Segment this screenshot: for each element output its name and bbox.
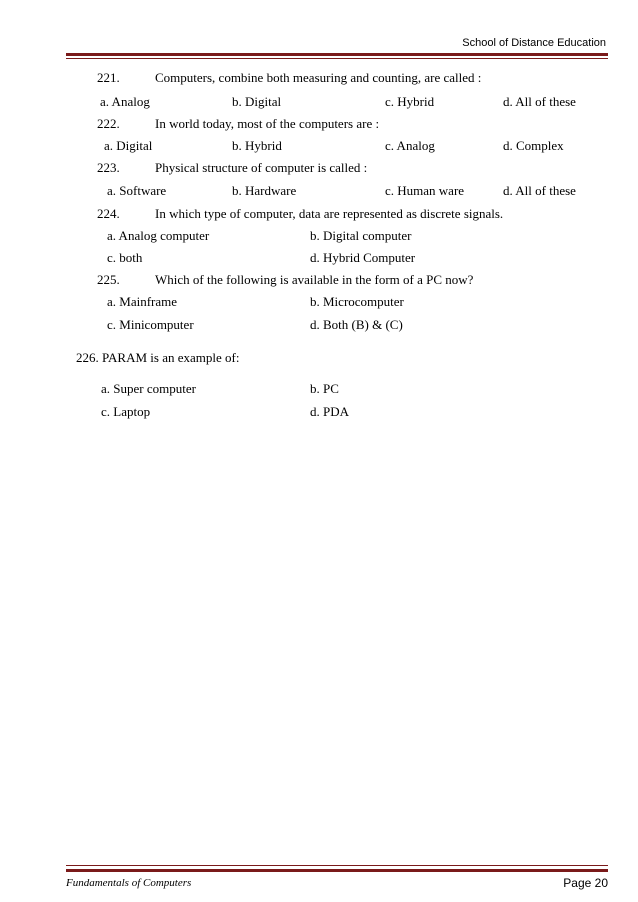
option-b: b. Digital computer — [310, 228, 412, 243]
option-c: c. Minicomputer — [107, 317, 194, 332]
question-number: 223. — [97, 160, 120, 175]
option-b: b. Microcomputer — [310, 294, 404, 309]
option-b: b. Digital — [232, 94, 282, 109]
option-d: d. All of these — [503, 94, 576, 109]
question-number: 225. — [97, 272, 120, 287]
option-b: b. PC — [310, 381, 339, 396]
option-a: a. Mainframe — [107, 294, 178, 309]
option-d: d. All of these — [503, 183, 576, 198]
question-number: 222. — [97, 116, 120, 131]
option-a: a. Analog computer — [107, 228, 210, 243]
option-d: d. Complex — [503, 138, 564, 153]
header-rule-thin — [66, 58, 608, 59]
option-a: a. Analog — [100, 94, 150, 109]
question-text: In world today, most of the computers are : — [155, 116, 380, 131]
option-b: b. Hybrid — [232, 138, 282, 153]
question-text: Physical structure of computer is called : — [155, 160, 368, 175]
footer-rule-thin — [66, 865, 608, 866]
option-b: b. Hardware — [232, 183, 297, 198]
question-number: 221. — [97, 70, 120, 85]
option-c: c. Analog — [385, 138, 435, 153]
option-c: c. Laptop — [101, 404, 151, 419]
option-a: a. Software — [107, 183, 167, 198]
footer-rule — [66, 869, 608, 872]
option-a: a. Super computer — [101, 381, 196, 396]
option-c: c. Hybrid — [385, 94, 435, 109]
question-line — [76, 350, 239, 366]
option-c: c. both — [107, 250, 143, 265]
option-c: c. Human ware — [385, 183, 465, 198]
question-text: PARAM is an example of: — [102, 350, 240, 365]
footer-page-number: Page 20 — [563, 876, 608, 890]
option-d: d. Hybrid Computer — [310, 250, 416, 265]
question-number: 224. — [97, 206, 120, 221]
question-text: Computers, combine both measuring and counting, are called : — [155, 70, 482, 85]
option-a: a. Digital — [104, 138, 153, 153]
footer-course-title: Fundamentals of Computers — [66, 877, 192, 889]
question-text: Which of the following is available in the form of a PC now? — [155, 272, 474, 287]
option-d: d. Both (B) & (C) — [310, 317, 403, 332]
question-text: In which type of computer, data are represented as discrete signals. — [155, 206, 504, 221]
header-title: School of Distance Education — [462, 37, 606, 49]
option-d: d. PDA — [310, 404, 350, 419]
header-rule — [66, 53, 608, 56]
question-number: 226. — [76, 350, 99, 365]
